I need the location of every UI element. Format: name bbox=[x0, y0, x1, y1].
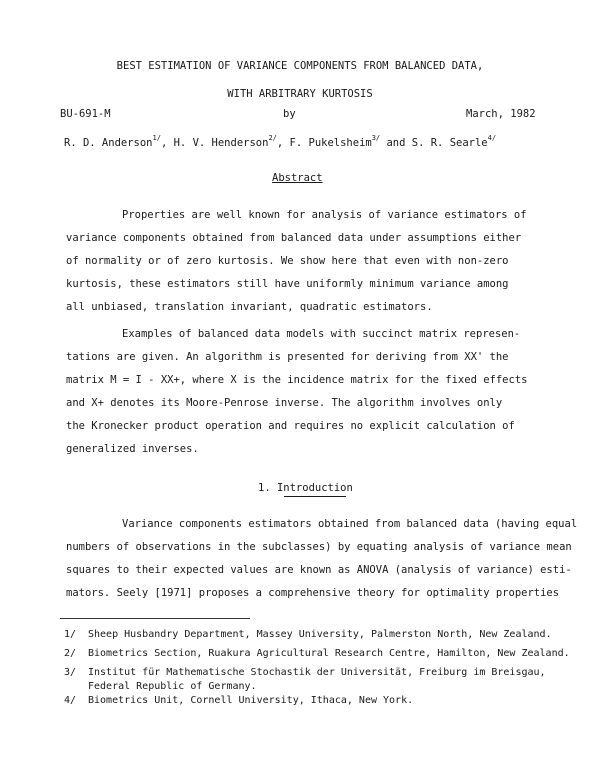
footnote-text: Institut für Mathematische Stochastik der Universität, Freiburg im Breisgau, bbox=[88, 667, 546, 678]
footnote-text: Federal Republic of Germany. bbox=[88, 681, 257, 692]
footnote-mark: 1/ bbox=[152, 134, 161, 142]
by-label: by bbox=[283, 108, 296, 120]
author-name: F. Pukelsheim bbox=[289, 137, 372, 149]
footnote bbox=[64, 647, 570, 661]
footnote-text: Sheep Husbandry Department, Massey University, Palmerston North, New Zealand. bbox=[88, 629, 552, 640]
report-id: BU-691-M bbox=[60, 108, 111, 120]
footnote-rule bbox=[60, 618, 250, 619]
abstract-heading: Abstract bbox=[272, 172, 323, 184]
footnote-number: 2/ bbox=[64, 648, 77, 659]
text-line: tations are given. An algorithm is presented for deriving from XX' the bbox=[66, 351, 509, 363]
author-separator: and bbox=[380, 137, 412, 149]
footnote-text: Biometrics Section, Ruakura Agricultural Research Centre, Hamilton, New Zealand. bbox=[88, 648, 570, 659]
footnote-mark: 3/ bbox=[371, 134, 381, 142]
text-line: Variance components estimators obtained from balanced data (having equal bbox=[122, 518, 578, 530]
text-line: the Kronecker product operation and requires no explicit calculation of bbox=[66, 420, 515, 432]
footnote-number: 3/ bbox=[64, 667, 77, 678]
paper-title-line-1: BEST ESTIMATION OF VARIANCE COMPONENTS FROM BALANCED DATA, bbox=[116, 60, 484, 72]
text-line: generalized inverses. bbox=[66, 443, 199, 455]
footnote-number: 1/ bbox=[64, 629, 77, 640]
text-line: all unbiased, translation invariant, quadratic estimators. bbox=[66, 301, 433, 313]
footnote bbox=[64, 666, 546, 694]
author-separator: , bbox=[276, 137, 290, 149]
text-line: squares to their expected values are known as ANOVA (analysis of variance) esti- bbox=[66, 564, 572, 576]
text-line: kurtosis, these estimators still have uniformly minimum variance among bbox=[66, 278, 509, 290]
section-heading-introduction: 1. Introduction bbox=[258, 482, 353, 494]
author-separator: , bbox=[160, 137, 174, 149]
introduction-paragraph bbox=[66, 513, 578, 605]
footnote-mark: 2/ bbox=[268, 134, 277, 142]
footnote bbox=[64, 628, 552, 642]
author-name: R. D. Anderson bbox=[64, 137, 153, 149]
text-line: Properties are well known for analysis of variance estimators of bbox=[122, 209, 527, 221]
text-line: Examples of balanced data models with succinct matrix represen- bbox=[122, 328, 521, 340]
text-line: matrix M = I - XX+, where X is the incidence matrix for the fixed effects bbox=[66, 374, 528, 386]
footnote-mark: 4/ bbox=[487, 134, 497, 142]
report-date: March, 1982 bbox=[466, 108, 536, 120]
text-line: variance components obtained from balanced data under assumptions either bbox=[66, 232, 522, 244]
footnote-number: 4/ bbox=[64, 695, 77, 706]
paper-title-line-2: WITH ARBITRARY KURTOSIS bbox=[227, 88, 373, 100]
text-line: of normality or of zero kurtosis. We show here that even with non-zero bbox=[66, 255, 509, 267]
abstract-paragraph-2 bbox=[66, 323, 536, 461]
author-name: H. V. Henderson bbox=[173, 137, 269, 149]
abstract-paragraph-1 bbox=[66, 204, 536, 319]
footnote bbox=[64, 694, 413, 708]
author-line bbox=[64, 134, 497, 149]
text-line: mators. Seely [1971] proposes a comprehensive theory for optimality properties bbox=[66, 587, 560, 599]
text-line: and X+ denotes its Moore-Penrose inverse. The algorithm involves only bbox=[66, 397, 503, 409]
text-line: numbers of observations in the subclasses) by equating analysis of variance mean bbox=[66, 541, 572, 553]
author-name: S. R. Searle bbox=[411, 137, 488, 149]
heading-underline bbox=[284, 496, 346, 497]
footnote-text-block bbox=[88, 666, 546, 694]
footnote-text: Biometrics Unit, Cornell University, Ithaca, New York. bbox=[88, 695, 414, 706]
